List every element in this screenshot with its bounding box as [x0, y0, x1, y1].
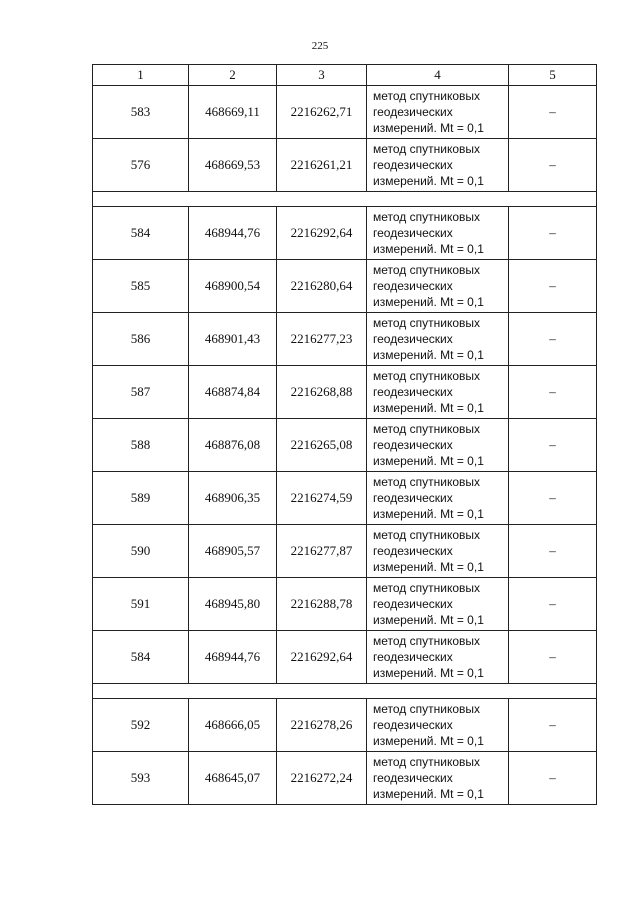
x-coordinate-cell: 468669,11	[189, 86, 277, 139]
method-text-line: метод спутниковых	[373, 581, 481, 595]
method-text-line: метод спутниковых	[373, 89, 481, 103]
method-text-line: геодезических	[373, 158, 453, 172]
x-coordinate-cell: 468945,80	[189, 578, 277, 631]
section-separator-row	[93, 192, 597, 207]
note-cell: –	[509, 139, 597, 192]
method-text-line: измерений. Mt = 0,1	[373, 242, 484, 256]
column-header-2: 2	[189, 65, 277, 86]
method-cell	[367, 578, 509, 631]
point-number-cell: 590	[93, 525, 189, 578]
y-coordinate-cell: 2216292,64	[277, 631, 367, 684]
method-text-line: геодезических	[373, 226, 453, 240]
method-text-line: метод спутниковых	[373, 702, 481, 716]
point-number-cell: 576	[93, 139, 189, 192]
note-cell: –	[509, 260, 597, 313]
table-header-row	[93, 65, 597, 86]
method-text-line: геодезических	[373, 544, 453, 558]
table-row	[93, 578, 597, 631]
method-text-line: метод спутниковых	[373, 422, 481, 436]
method-text-line: геодезических	[373, 279, 453, 293]
method-cell	[367, 472, 509, 525]
method-cell	[367, 525, 509, 578]
method-cell	[367, 631, 509, 684]
x-coordinate-cell: 468874,84	[189, 366, 277, 419]
point-number-cell: 589	[93, 472, 189, 525]
method-text-line: измерений. Mt = 0,1	[373, 454, 484, 468]
table-row	[93, 366, 597, 419]
method-text-line: метод спутниковых	[373, 755, 481, 769]
y-coordinate-cell: 2216262,71	[277, 86, 367, 139]
y-coordinate-cell: 2216261,21	[277, 139, 367, 192]
table-row	[93, 86, 597, 139]
y-coordinate-cell: 2216265,08	[277, 419, 367, 472]
method-text-line: измерений. Mt = 0,1	[373, 401, 484, 415]
y-coordinate-cell: 2216292,64	[277, 207, 367, 260]
y-coordinate-cell: 2216277,23	[277, 313, 367, 366]
point-number-cell: 586	[93, 313, 189, 366]
column-header-4: 4	[367, 65, 509, 86]
method-cell	[367, 699, 509, 752]
x-coordinate-cell: 468876,08	[189, 419, 277, 472]
method-cell	[367, 752, 509, 805]
table-row	[93, 699, 597, 752]
method-text-line: измерений. Mt = 0,1	[373, 666, 484, 680]
method-text-line: метод спутниковых	[373, 316, 481, 330]
method-cell	[367, 86, 509, 139]
note-cell: –	[509, 86, 597, 139]
x-coordinate-cell: 468666,05	[189, 699, 277, 752]
note-cell: –	[509, 366, 597, 419]
section-separator-row	[93, 684, 597, 699]
column-header-1: 1	[93, 65, 189, 86]
table-row	[93, 472, 597, 525]
y-coordinate-cell: 2216278,26	[277, 699, 367, 752]
table-row	[93, 631, 597, 684]
note-cell: –	[509, 578, 597, 631]
point-number-cell: 587	[93, 366, 189, 419]
column-header-5: 5	[509, 65, 597, 86]
y-coordinate-cell: 2216288,78	[277, 578, 367, 631]
coordinates-table	[92, 64, 597, 805]
table-row	[93, 139, 597, 192]
method-text-line: измерений. Mt = 0,1	[373, 507, 484, 521]
note-cell: –	[509, 699, 597, 752]
note-cell: –	[509, 631, 597, 684]
method-cell	[367, 260, 509, 313]
x-coordinate-cell: 468906,35	[189, 472, 277, 525]
method-text-line: геодезических	[373, 105, 453, 119]
method-text-line: геодезических	[373, 650, 453, 664]
y-coordinate-cell: 2216280,64	[277, 260, 367, 313]
table-row	[93, 752, 597, 805]
method-text-line: геодезических	[373, 491, 453, 505]
method-cell	[367, 366, 509, 419]
column-header-3: 3	[277, 65, 367, 86]
point-number-cell: 584	[93, 631, 189, 684]
point-number-cell: 583	[93, 86, 189, 139]
table-row	[93, 207, 597, 260]
note-cell: –	[509, 207, 597, 260]
note-cell: –	[509, 752, 597, 805]
method-text-line: метод спутниковых	[373, 142, 481, 156]
method-text-line: геодезических	[373, 771, 453, 785]
method-text-line: геодезических	[373, 438, 453, 452]
x-coordinate-cell: 468944,76	[189, 631, 277, 684]
table-row	[93, 313, 597, 366]
note-cell: –	[509, 419, 597, 472]
method-text-line: метод спутниковых	[373, 263, 481, 277]
point-number-cell: 585	[93, 260, 189, 313]
method-text-line: измерений. Mt = 0,1	[373, 560, 484, 574]
method-cell	[367, 139, 509, 192]
method-text-line: измерений. Mt = 0,1	[373, 734, 484, 748]
method-cell	[367, 207, 509, 260]
y-coordinate-cell: 2216274,59	[277, 472, 367, 525]
table-row	[93, 260, 597, 313]
method-cell	[367, 313, 509, 366]
method-text-line: измерений. Mt = 0,1	[373, 613, 484, 627]
point-number-cell: 593	[93, 752, 189, 805]
point-number-cell: 588	[93, 419, 189, 472]
note-cell: –	[509, 525, 597, 578]
method-text-line: геодезических	[373, 332, 453, 346]
method-cell	[367, 419, 509, 472]
method-text-line: метод спутниковых	[373, 634, 481, 648]
method-text-line: измерений. Mt = 0,1	[373, 348, 484, 362]
x-coordinate-cell: 468944,76	[189, 207, 277, 260]
x-coordinate-cell: 468905,57	[189, 525, 277, 578]
method-text-line: измерений. Mt = 0,1	[373, 121, 484, 135]
x-coordinate-cell: 468901,43	[189, 313, 277, 366]
method-text-line: метод спутниковых	[373, 369, 481, 383]
table-row	[93, 419, 597, 472]
method-text-line: геодезических	[373, 385, 453, 399]
y-coordinate-cell: 2216272,24	[277, 752, 367, 805]
method-text-line: метод спутниковых	[373, 475, 481, 489]
method-text-line: метод спутниковых	[373, 210, 481, 224]
point-number-cell: 592	[93, 699, 189, 752]
method-text-line: метод спутниковых	[373, 528, 481, 542]
method-text-line: геодезических	[373, 718, 453, 732]
section-separator-cell	[93, 192, 597, 207]
table-row	[93, 525, 597, 578]
table-body	[93, 86, 597, 805]
method-text-line: измерений. Mt = 0,1	[373, 174, 484, 188]
page-number: 225	[311, 40, 329, 52]
point-number-cell: 591	[93, 578, 189, 631]
section-separator-cell	[93, 684, 597, 699]
y-coordinate-cell: 2216268,88	[277, 366, 367, 419]
x-coordinate-cell: 468669,53	[189, 139, 277, 192]
note-cell: –	[509, 313, 597, 366]
method-text-line: геодезических	[373, 597, 453, 611]
x-coordinate-cell: 468645,07	[189, 752, 277, 805]
y-coordinate-cell: 2216277,87	[277, 525, 367, 578]
x-coordinate-cell: 468900,54	[189, 260, 277, 313]
method-text-line: измерений. Mt = 0,1	[373, 295, 484, 309]
method-text-line: измерений. Mt = 0,1	[373, 787, 484, 801]
point-number-cell: 584	[93, 207, 189, 260]
note-cell: –	[509, 472, 597, 525]
